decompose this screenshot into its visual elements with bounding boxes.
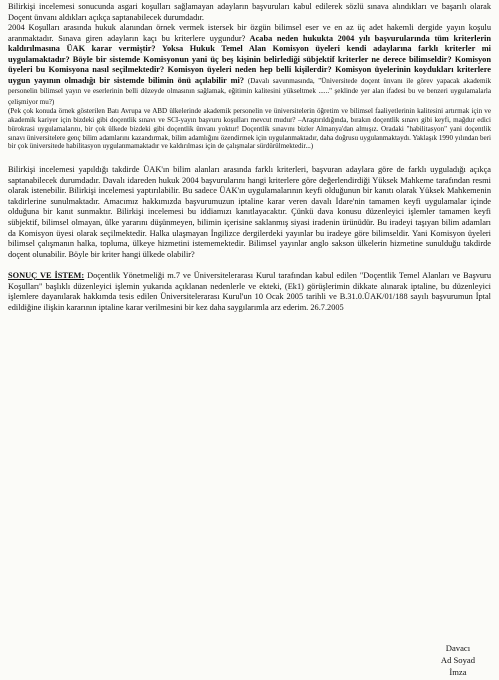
signature-block (441, 642, 475, 678)
spacer (8, 151, 491, 165)
quote-defense: (Davalı savunmasında, "Üniversitede doçent ünvanı ile görev yapacak akademik personelin bilimsel yayın ve eserlerinin belli düzeyde olmasının sağlamak, eğitimin kalitesini yükseltmek ......" şeklinde yer alan ifadesi bu ve benzeri uygulamalarla çelişmiyor mu?) (8, 76, 491, 106)
paragraph-criteria (8, 2, 491, 107)
signature-name: Ad Soyad (440, 655, 475, 665)
spacer (8, 260, 491, 271)
signature-sign: İmza (449, 667, 467, 677)
paragraph-conclusion (8, 271, 491, 313)
conclusion-heading: SONUÇ VE İSTEM: (8, 271, 85, 281)
paragraph-criteria-text: 2004 Koşulları arasında hukuk alanından örnek vermek istersek bir özgün bilimsel eser ve en az üç adet hakemli dergide yayın koşulu aranmaktadır. Sınava giren adayların kaçı bu kriterlere uygundur? (8, 23, 491, 43)
paragraph-intro: Bilirkişi incelemesi sonucunda asgari koşulları sağlamayan adayların başvuruları kabul edilerek sözlü sınava alındıkları ve başarılı olarak Doçent ünvanı aldıkları açıkça saptanabilecek durumdadır. (8, 2, 491, 22)
quote-western-countries: (Pek çok konuda örnek gösterilen Batı Avrupa ve ABD ülkelerinde akademik personelin ve üniversitelerin öğretim ve bilimsel faaliyetlerinin kalitesini artırmak için ve akademik kariyer için bizdeki gibi doçentlik sınavı ve SCI-yayın başvuru koşulları mevcut mudur? –Araştırıldığında, bırakın doçentlik sınavı gibi keyfi, mağdur edici bürokrasi uygulamalarını, bir çok ülkede bizdeki gibi doçentlik ünvanı yoktur! Doçentlik sınavını bizler Almanya'dan almışız. Oradaki "habilitasyon" yani doçentlik sınavı üniversitelere genç bilim adamlarını kazandırmak, bilim adamlığını özendirmek için uygulanmaktadır, daha doğrusu uygulanmaktaydı. Yaklaşık 1990 yılından beri bir çok üniversitede habilitasyon uygulanmamaktadır ve kaldırılması için de çalışmalar sürdürülmektedir...) (8, 107, 491, 151)
signature-role: Davacı (445, 643, 471, 653)
conclusion-text: Doçentlik Yönetmeliği m.7 ve Üniversitelerarası Kurul tarafından kabul edilen "Doçentlik Temel Alanları ve Başvuru Koşulları" başlıklı düzenleyici işlemin yukarıda açıklanan nedenlerle ve ekteki, (Ek1) görüşlerimin dikkate alınarak iptaline, bu düzenleyici işlemlere dayanılarak hakkımda tesis edilen Üniversitelerarası Kurul'un 10 Ocak 2005 tarihli ve B.31.0.ÜAK/01/188 sayılı başvurumun İptal edildiğine ilişkin kararının iptaline karar verilmesini bir kez daha saygılarımla arz ederim. 26.7.2005 (8, 271, 491, 312)
paragraph-expert-review: Bilirkişi incelemesi yapıldığı takdirde ÜAK'ın bilim alanları arasında farklı kriterleri, başvuran adaylara göre de farklı uyguladığı açıkça saptanabilecek durumdadır. Davalı idareden hukuk 2004 başvurularını hangi kriterlere göre değerlendirdiği Yüksek Mahkeme tarafından resmi olarak istenebilir. Bilirkişi incelemesi yaptırılabilir. Bu sadece ÜAK'ın uygulamalarının keyfi olduğunun bir kanıtı olarak Yüksek Mahkemenin takdirlerine sunulmaktadır. Amacımız hakkımızda başvurumuzun iptaline karar veren davalı İdare'nin tamamen keyfi uygulamalar içinde olduğuna bir kanıt sunmaktır. Bilirkişi incelemesi bu iddiamızı kanıtlayacaktır. Çünkü dava konusu düzenleyici işlemler tamamen keyfi sübjektif, bilimsel olmayan, ülke yararını düşünmeyen, bilimin içerisine saklanmış siyasi iradenin ürünüdür. Bu iradeyi taşıyan bilim adamları da Komisyon üyesi olarak seçilmektedir. Halka ulaşmayan İngilizce dergilerdeki yayınlar bu iradeye göre bilimseldir. Yani Komisyon üyeleri bilimsel çalışmanın halka, topluma, ülkeye hizmetini istememektedir. Bilimsel yayınlar anglo sakson ülkelerin hizmetine sunulduğu takdirde doçent olunabilir. Böyle bir kriter hangi ülkede olabilir? (8, 165, 491, 259)
paragraph-bold-questions: Acaba neden hukukta 2004 yılı başvurularında tüm kriterlerin kaldırılmasına ÜAK karar vermiştir? Yoksa Hukuk Temel Alan Komisyon üyeleri kendi adaylarına farklı kriterler mi uygulamaktadır? Böyle bir sistemde Komisyonun yani üç beş kişinin belirlediği sübjektif kriterler ne derece bilimseldir? Komisyon üyeleri bu Komisyona nasıl seçilmektedir? Komisyon üyeleri neden hep belli kişilerdir? Komisyon üyelerinin koydukları kriterlere uygun yayının olmadığı bir sistemde bilimin önü açılabilir mi? (8, 33, 491, 85)
